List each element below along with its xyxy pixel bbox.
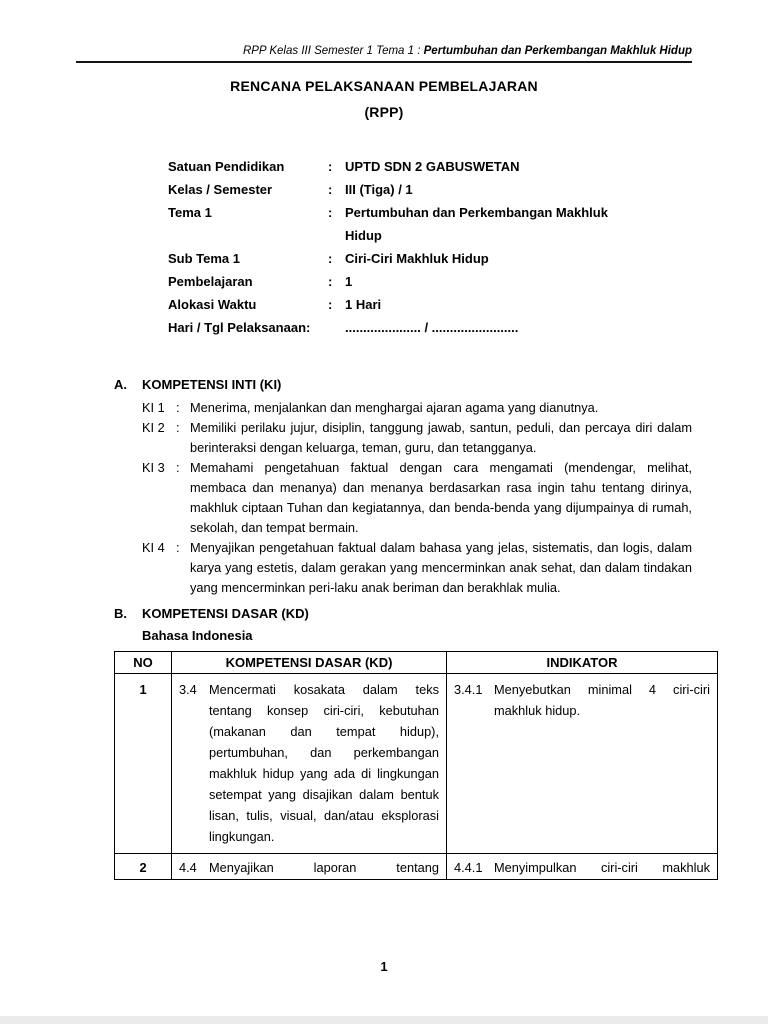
ki-label: KI 2 (142, 420, 165, 435)
detail-label: Satuan Pendidikan (168, 159, 285, 174)
identity-details (168, 155, 692, 339)
detail-row-pembelajaran (168, 270, 692, 293)
kd-indicator-table (114, 651, 718, 880)
section-a-title: KOMPETENSI INTI (KI) (142, 377, 282, 392)
detail-label: Sub Tema 1 (168, 251, 241, 266)
section-b-heading (114, 604, 692, 624)
page-number: 1 (380, 959, 388, 974)
detail-value: Pertumbuhan dan Perkembangan Makhluk Hidup (345, 205, 608, 243)
cell-kd (172, 674, 447, 854)
detail-value: 1 (345, 274, 353, 289)
table-row-1 (115, 674, 718, 854)
column-header-no: NO (115, 652, 172, 674)
indikator-number: 3.4.1 (454, 682, 483, 697)
kd-text: Menyajikan laporan tentang (209, 860, 439, 875)
detail-value: ..................... / ........................ (345, 320, 519, 335)
header-divider (76, 61, 692, 63)
detail-value: III (Tiga) / 1 (345, 182, 413, 197)
detail-value: UPTD SDN 2 GABUSWETAN (345, 159, 520, 174)
ki-text: Memiliki perilaku jujur, disiplin, tanggung jawab, santun, peduli, dan percaya diri dalam berinteraksi dengan keluarga, teman, guru, dan tetangganya. (190, 420, 692, 455)
ki-separator: : (176, 420, 180, 435)
page-bottom-edge (0, 1016, 768, 1024)
ki-label: KI 3 (142, 460, 165, 475)
detail-separator: : (328, 182, 333, 197)
detail-row-alokasi-waktu (168, 293, 692, 316)
indikator-entry (454, 679, 710, 721)
indikator-number: 4.4.1 (454, 860, 483, 875)
title-line-1: RENCANA PELAKSANAAN PEMBELAJARAN (230, 78, 538, 94)
ki-separator: : (176, 460, 180, 475)
ki-item-1 (142, 398, 692, 418)
detail-separator: : (328, 297, 333, 312)
ki-item-3 (142, 458, 692, 538)
cell-indikator (447, 854, 718, 880)
kd-number: 3.4 (179, 682, 197, 697)
detail-row-kelas-semester (168, 178, 692, 201)
detail-label: Hari / Tgl Pelaksanaan: (168, 320, 311, 335)
ki-item-4 (142, 538, 692, 598)
detail-separator: : (328, 159, 333, 174)
section-b-letter: B. (114, 606, 127, 621)
cell-no: 1 (115, 674, 172, 854)
section-b-title: KOMPETENSI DASAR (KD) (142, 606, 309, 621)
ki-text: Memahami pengetahuan faktual dengan cara mengamati (mendengar, melihat, membaca dan menanya) dan menanya berdasarkan rasa ingin tahu tentang dirinya, makhluk ciptaan Tuhan dan kegiatannya, dan benda-benda yang dijumpainya di rumah, sekolah, dan tempat bermain. (190, 460, 692, 535)
ki-text: Menyajikan pengetahuan faktual dalam bahasa yang jelas, sistematis, dan logis, dalam karya yang estetis, dalam gerakan yang mencerminkan anak sehat, dan dalam tindakan yang mencerminkan peri-laku anak beriman dan berakhlak mulia. (190, 540, 692, 595)
cell-kd (172, 854, 447, 880)
detail-separator: : (328, 274, 333, 289)
detail-separator: : (328, 205, 333, 220)
running-header (76, 44, 692, 58)
detail-separator: : (328, 251, 333, 266)
kd-text: Mencermati kosakata dalam teks tentang konsep ciri-ciri, kebutuhan (makanan dan tempat hidup), pertumbuhan, dan perkembangan makhluk hidup yang ada di lingkungan setempat yang disajikan dalam bentuk lisan, tulis, visual, dan/atau eksplorasi lingkungan. (209, 682, 439, 844)
title-line-2: (RPP) (364, 104, 404, 120)
cell-no: 2 (115, 854, 172, 880)
running-header-theme: Pertumbuhan dan Perkembangan Makhluk Hidup (423, 45, 692, 57)
ki-separator: : (176, 400, 180, 415)
detail-row-hari-tgl (168, 316, 692, 339)
ki-text: Menerima, menjalankan dan menghargai ajaran agama yang dianutnya. (190, 400, 599, 415)
ki-list (142, 398, 692, 598)
detail-row-tema (168, 201, 692, 247)
section-a-letter: A. (114, 377, 127, 392)
detail-label: Pembelajaran (168, 274, 253, 289)
cell-indikator (447, 674, 718, 854)
section-a-heading (114, 375, 692, 395)
detail-row-satuan-pendidikan (168, 155, 692, 178)
running-header-prefix: RPP Kelas III Semester 1 Tema 1 : (242, 45, 424, 57)
indikator-entry (454, 857, 710, 878)
kd-entry (179, 857, 439, 878)
indikator-text: Menyimpulkan ciri-ciri makhluk (494, 860, 710, 875)
ki-separator: : (176, 540, 180, 555)
table-row-2 (115, 854, 718, 880)
column-header-kd: KOMPETENSI DASAR (KD) (172, 652, 447, 674)
detail-label: Tema 1 (168, 205, 212, 220)
table-header-row (115, 652, 718, 674)
subject-subheading: Bahasa Indonesia (142, 628, 253, 643)
detail-row-sub-tema (168, 247, 692, 270)
ki-label: KI 4 (142, 540, 165, 555)
detail-value: 1 Hari (345, 297, 382, 312)
document-title (76, 77, 692, 121)
detail-value: Ciri-Ciri Makhluk Hidup (345, 251, 489, 266)
column-header-indikator: INDIKATOR (447, 652, 718, 674)
detail-separator (328, 316, 345, 339)
kd-entry (179, 679, 439, 847)
ki-item-2 (142, 418, 692, 458)
ki-label: KI 1 (142, 400, 165, 415)
indikator-text: Menyebutkan minimal 4 ciri-ciri makhluk hidup. (494, 682, 710, 718)
detail-label: Alokasi Waktu (168, 297, 257, 312)
detail-label: Kelas / Semester (168, 182, 273, 197)
kd-number: 4.4 (179, 860, 197, 875)
